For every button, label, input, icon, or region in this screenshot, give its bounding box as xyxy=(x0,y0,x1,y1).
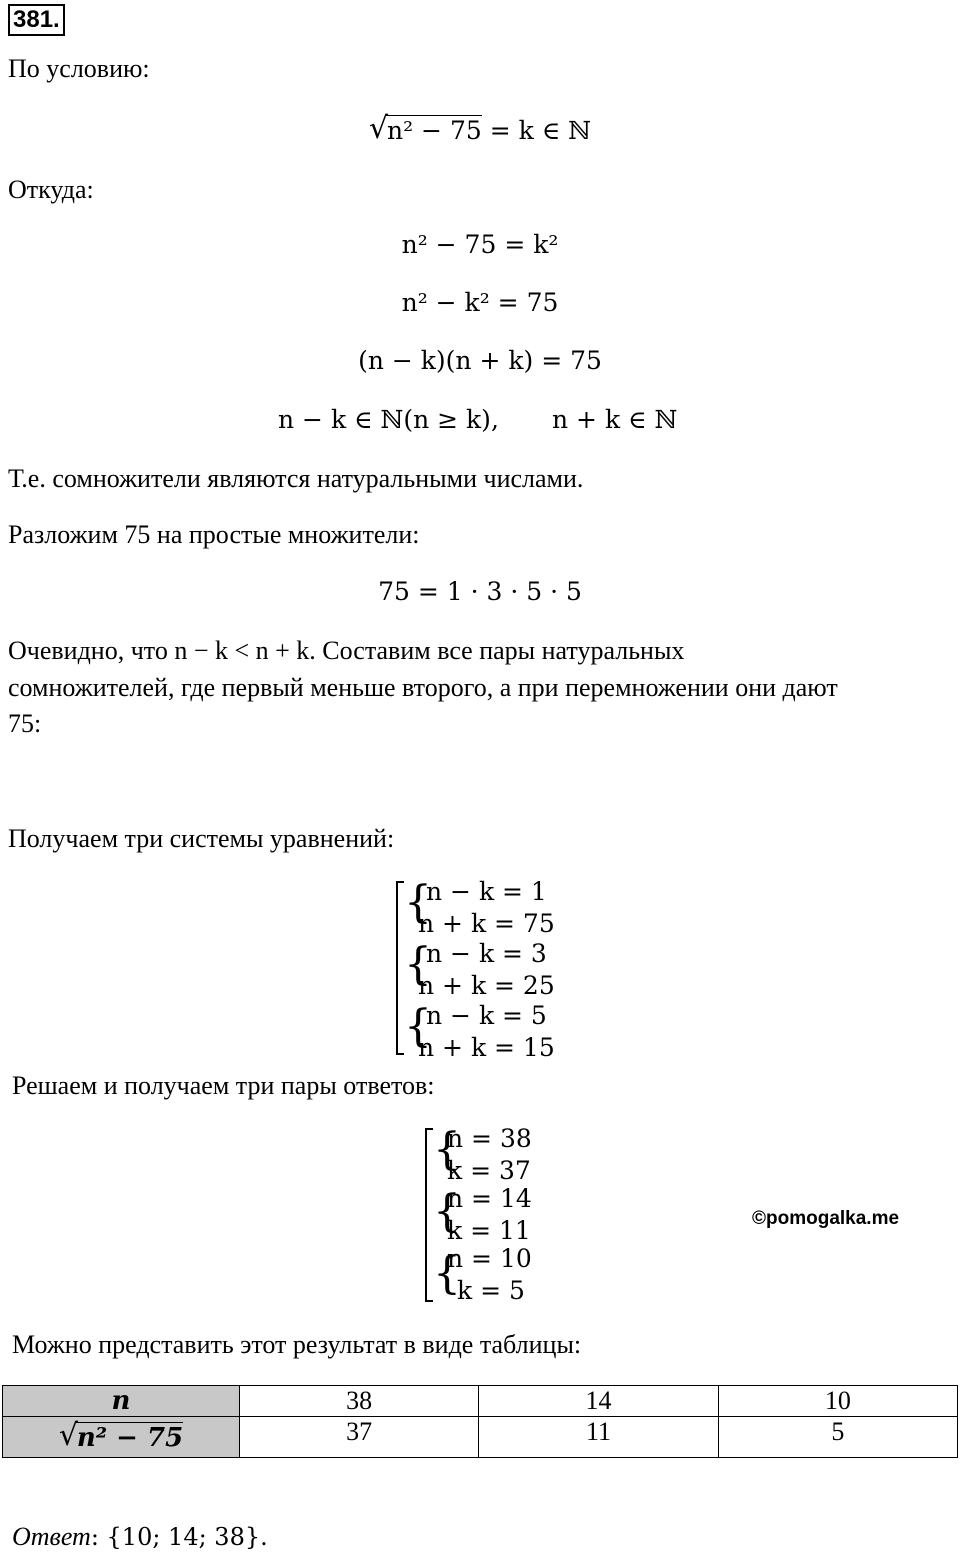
brace-icon: { xyxy=(433,1248,461,1299)
sqrt-symbol: √ n² − 75 xyxy=(58,1417,184,1453)
equation-5a: n − k ∈ ℕ(n ≥ k), xyxy=(278,405,499,434)
equation-5b: n + k ∈ ℕ xyxy=(552,405,678,434)
equation-4: (n − k)(n + k) = 75 xyxy=(358,346,602,375)
system-3-eq-2: n + k = 15 xyxy=(418,1033,555,1062)
brace-icon: { xyxy=(433,1124,461,1175)
systems-block xyxy=(396,875,596,1060)
system-1-eq-1: n − k = 1 xyxy=(426,877,547,906)
obvious-text-line1: Очевидно, что n − k < n + k. Составим все пары натуральных xyxy=(8,636,685,665)
by-condition-text: По условию: xyxy=(8,54,150,83)
square-bracket xyxy=(396,881,404,1055)
table-row xyxy=(3,1386,958,1417)
solutions-block xyxy=(425,1122,585,1307)
table-cell: 37 xyxy=(240,1417,479,1458)
factors-natural-text: Т.е. сомножители являются натуральными числами. xyxy=(8,464,584,493)
equation-6: 75 = 1 · 3 · 5 · 5 xyxy=(378,577,582,606)
problem-number: 381. xyxy=(8,4,65,36)
obvious-text-line3: 75: xyxy=(8,709,42,738)
table-sqrt-radicand: n² − 75 xyxy=(76,1422,184,1453)
brace-icon: { xyxy=(404,877,432,928)
brace-icon: { xyxy=(433,1186,461,1237)
equation-sqrt-rest: = k ∈ ℕ xyxy=(489,116,592,145)
system-2-eq-1: n − k = 3 xyxy=(426,939,547,968)
answer-label: Ответ xyxy=(12,1522,91,1551)
table-cell: 5 xyxy=(718,1417,957,1458)
decompose-text: Разложим 75 на простые множители: xyxy=(8,520,420,549)
table-cell: 14 xyxy=(479,1386,718,1417)
brace-icon: { xyxy=(404,1001,432,1052)
whence-text: Откуда: xyxy=(8,175,94,204)
three-systems-text: Получаем три системы уравнений: xyxy=(8,824,395,853)
table-cell: 11 xyxy=(479,1417,718,1458)
solution-1-k: k = 37 xyxy=(447,1156,531,1185)
system-3-eq-1: n − k = 5 xyxy=(426,1001,547,1030)
table-header-sqrt xyxy=(3,1417,240,1458)
sqrt-symbol: √ n² − 75 xyxy=(368,111,482,146)
solution-3-n: n = 10 xyxy=(447,1244,532,1273)
square-bracket xyxy=(425,1128,433,1302)
system-1-eq-2: n + k = 75 xyxy=(418,909,555,938)
solution-2-k: k = 11 xyxy=(447,1216,531,1245)
table-row xyxy=(3,1417,958,1458)
answer-value: : {10; 14; 38}. xyxy=(90,1523,268,1551)
solution-3-k: k = 5 xyxy=(457,1276,525,1305)
watermark: ©pomogalka.me xyxy=(752,1208,900,1229)
table-intro-text: Можно представить этот результат в виде таблицы: xyxy=(12,1330,582,1359)
table-cell: 10 xyxy=(718,1386,957,1417)
solution-2-n: n = 14 xyxy=(447,1184,532,1213)
solution-1-n: n = 38 xyxy=(447,1124,532,1153)
sqrt-radicand: n² − 75 xyxy=(386,116,482,145)
brace-icon: { xyxy=(404,939,432,990)
table-cell: 38 xyxy=(240,1386,479,1417)
results-table xyxy=(2,1385,958,1458)
equation-sqrt xyxy=(0,111,960,146)
system-2-eq-2: n + k = 25 xyxy=(418,971,555,1000)
equation-3: n² − k² = 75 xyxy=(401,288,559,317)
table-header-n: n xyxy=(3,1386,240,1417)
equation-2: n² − 75 = k² xyxy=(401,230,559,259)
solve-text: Решаем и получаем три пары ответов: xyxy=(12,1071,435,1100)
answer-line xyxy=(12,1520,268,1554)
obvious-text-line2: сомножителей, где первый меньше второго, а при перемножении они дают xyxy=(8,673,838,702)
